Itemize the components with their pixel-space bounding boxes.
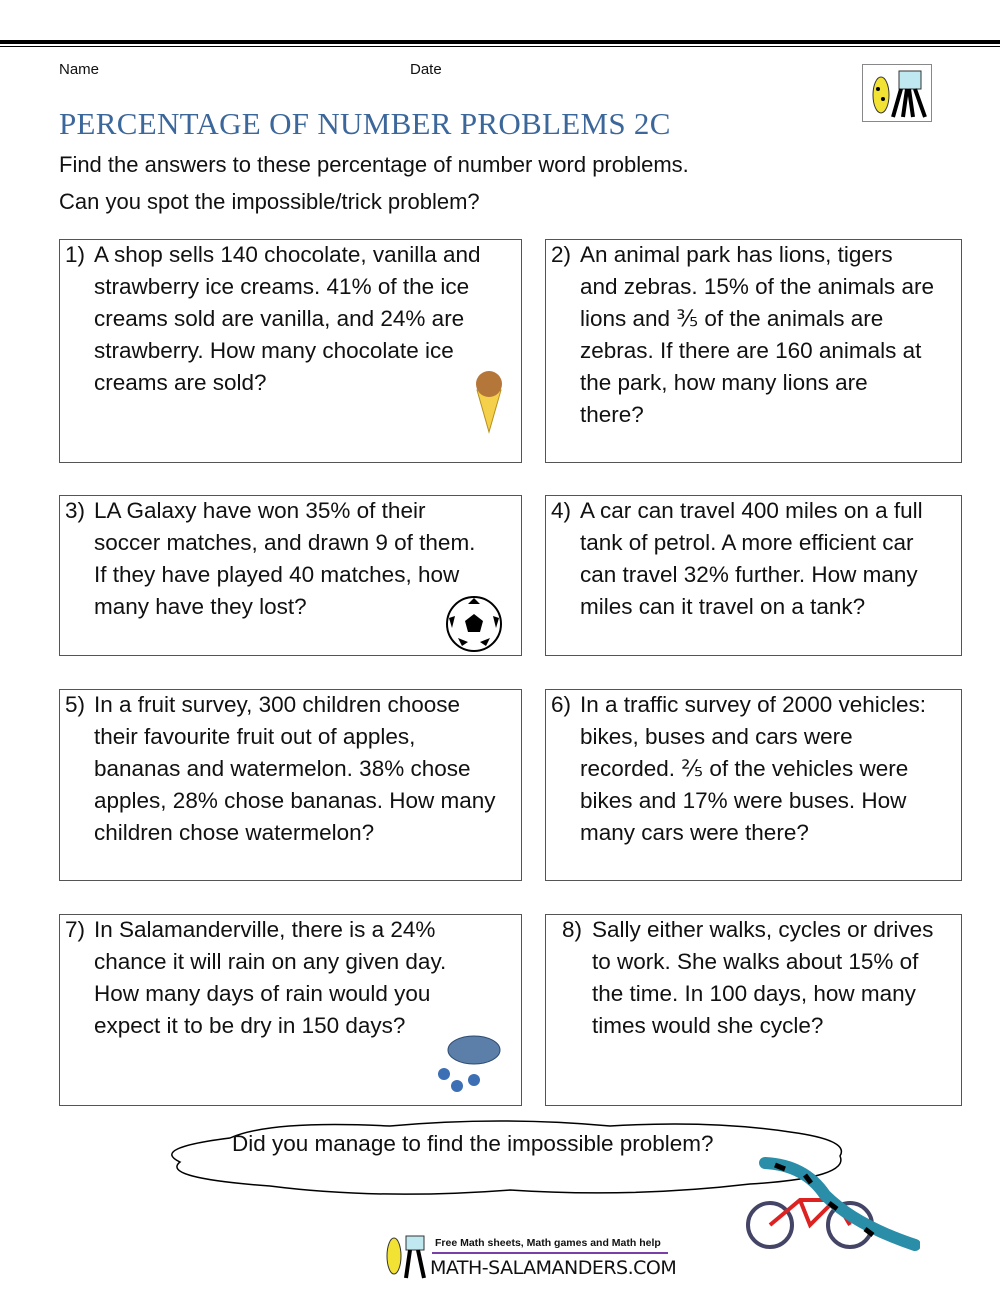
problem-text-line: creams sold are vanilla, and 24% are (94, 306, 465, 331)
problem-text-line: times would she cycle? (592, 1013, 824, 1038)
problem-text-line: bananas and watermelon. 38% chose (94, 756, 471, 781)
problem-text-line: recorded. ⅖ of the vehicles were (580, 756, 909, 781)
problem-text-line: An animal park has lions, tigers (580, 242, 893, 267)
problem-number: 8) (562, 917, 583, 942)
problem-text-line: chance it will rain on any given day. (94, 949, 447, 974)
problem-text-line: many have they lost? (94, 594, 307, 619)
intro-line-1: Find the answers to these percentage of number word problems. (59, 152, 689, 177)
name-label: Name (59, 61, 100, 78)
problem-text-line: bikes, buses and cars were (580, 724, 853, 749)
problem-text-line: lions and ⅗ of the animals are (580, 306, 884, 331)
problem-text-line: can travel 32% further. How many (580, 562, 918, 587)
problem-text-line: miles can it travel on a tank? (580, 594, 866, 619)
problem-text-line: LA Galaxy have won 35% of their (94, 498, 426, 523)
problem-text-line: soccer matches, and drawn 9 of them. (94, 530, 476, 555)
problem-number: 4) (551, 498, 572, 523)
problem-text-line: In a traffic survey of 2000 vehicles: (580, 692, 927, 717)
problem-number: 6) (551, 692, 572, 717)
problem-text-line: Sally either walks, cycles or drives (592, 917, 934, 942)
intro-line-2: Can you spot the impossible/trick problem? (59, 189, 480, 214)
problem-text-line: A shop sells 140 chocolate, vanilla and (94, 242, 481, 267)
footer-divider (432, 1252, 668, 1254)
problem-number: 7) (65, 917, 86, 942)
problem-text-line: tank of petrol. A more efficient car (580, 530, 914, 555)
problem-text-line: zebras. If there are 160 animals at (580, 338, 922, 363)
problem-text-line: there? (580, 402, 644, 427)
problem-text-line: bikes and 17% were buses. How (580, 788, 907, 813)
problem-text-line: many cars were there? (580, 820, 809, 845)
problem-text-line: creams are sold? (94, 370, 267, 395)
problem-number: 2) (551, 242, 572, 267)
cloud-text: Did you manage to find the impossible problem? (232, 1131, 714, 1156)
problem-text-line: children chose watermelon? (94, 820, 375, 845)
problem-text-line: and zebras. 15% of the animals are (580, 274, 934, 299)
problem-text-line: expect it to be dry in 150 days? (94, 1013, 406, 1038)
soccer-ball-icon (444, 594, 504, 659)
top-rule (0, 40, 1000, 44)
date-label: Date (410, 61, 442, 78)
footer-site: MATH-SALAMANDERS.COM (430, 1257, 677, 1279)
footer-logo-icon (380, 1232, 430, 1280)
ice-cream-icon (472, 370, 506, 439)
problem-text-line: If they have played 40 matches, how (94, 562, 460, 587)
problem-text-line: the time. In 100 days, how many (592, 981, 916, 1006)
problem-text-line: In a fruit survey, 300 children choose (94, 692, 461, 717)
page-title: PERCENTAGE OF NUMBER PROBLEMS 2C (59, 106, 671, 141)
problem-text-line: to work. She walks about 15% of (592, 949, 919, 974)
problem-number: 3) (65, 498, 86, 523)
problem-number: 5) (65, 692, 86, 717)
problem-text-line: their favourite fruit out of apples, (94, 724, 416, 749)
problem-text-line: In Salamanderville, there is a 24% (94, 917, 436, 942)
problem-number: 1) (65, 242, 86, 267)
problem-text-line: A car can travel 400 miles on a full (580, 498, 923, 523)
problem-text-line: apples, 28% chose bananas. How many (94, 788, 496, 813)
problem-text-line: How many days of rain would you (94, 981, 431, 1006)
salamander-logo-icon (862, 64, 932, 122)
problem-text-line: strawberry ice creams. 41% of the ice (94, 274, 470, 299)
rain-cloud-icon (436, 1034, 502, 1101)
footer-tagline: Free Math sheets, Math games and Math help (435, 1237, 661, 1249)
top-rule-thin (0, 46, 1000, 47)
problem-text-line: the park, how many lions are (580, 370, 868, 395)
salamander-bicycle-icon (745, 1155, 920, 1255)
problem-text-line: strawberry. How many chocolate ice (94, 338, 454, 363)
